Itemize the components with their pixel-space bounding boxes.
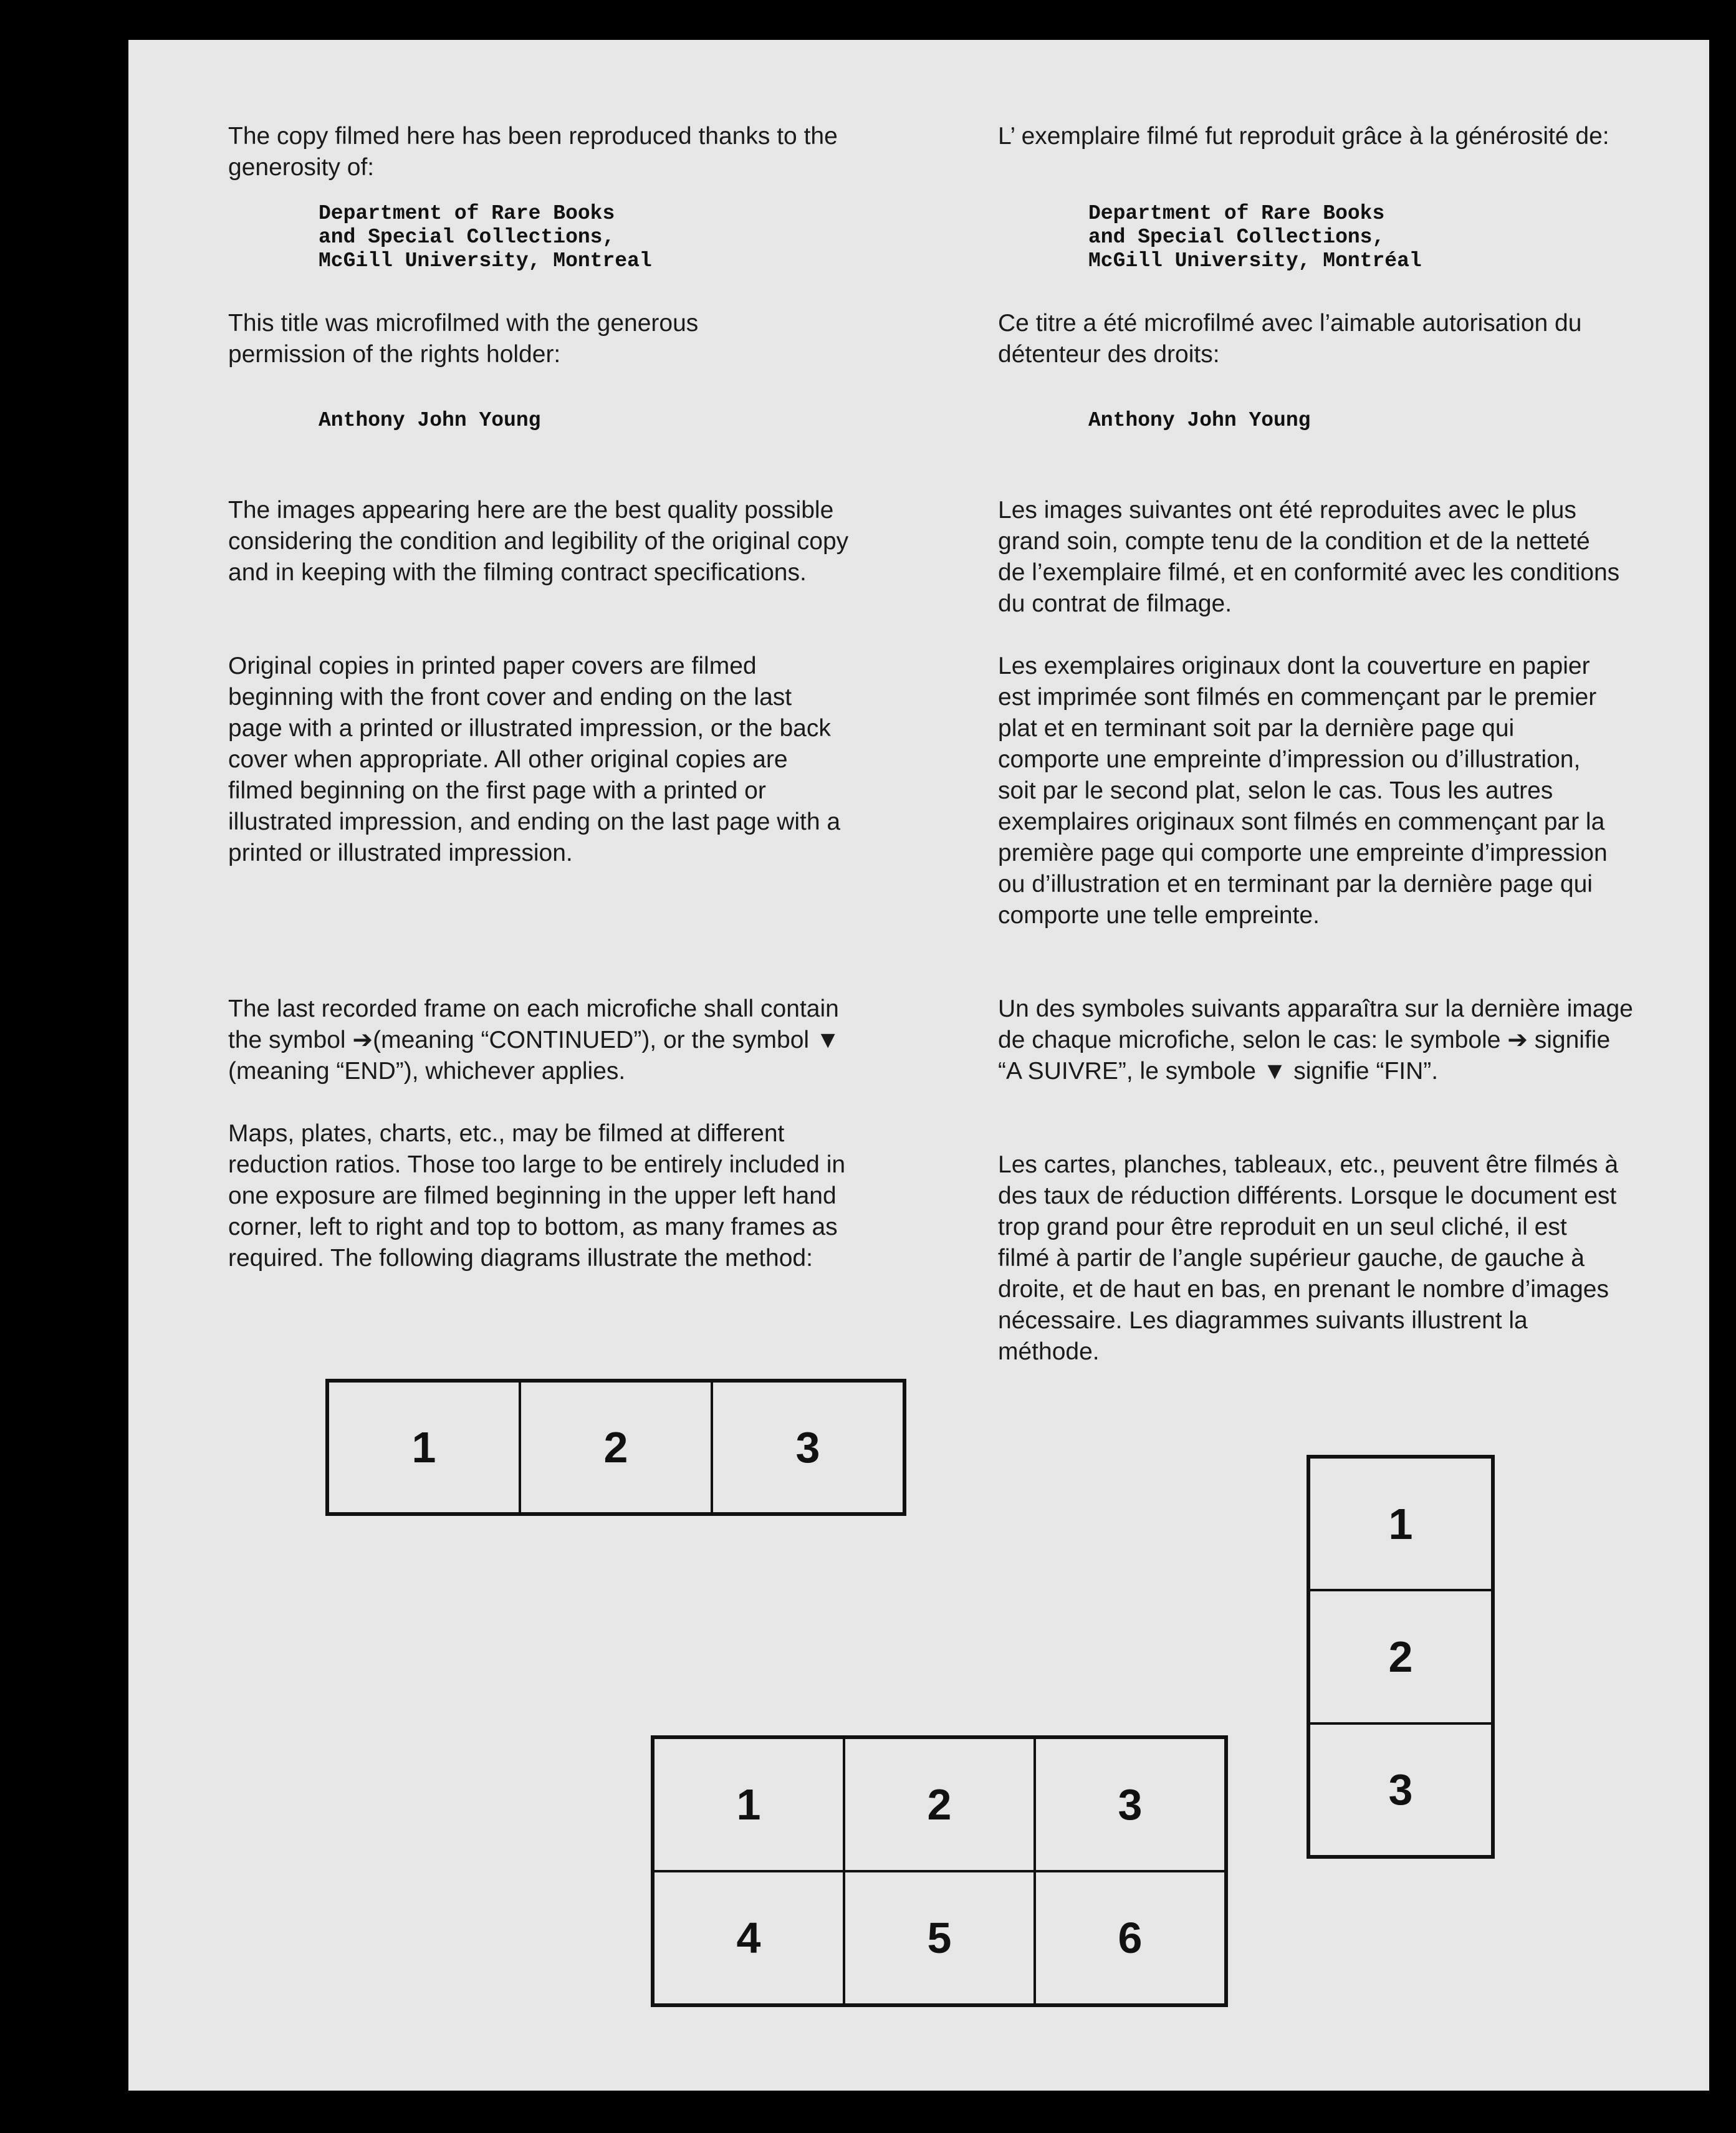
frame-cell: 3 — [1035, 1738, 1225, 1871]
frame-cell: 4 — [653, 1871, 844, 2005]
maps-text: Les cartes, planches, tableaux, etc., peuvent être filmés à des taux de réduction différents. Lorsque le document est trop grand pour être reproduit en un seul cliché, il est filmé à partir de l’angle supérieur gauche, de gauche à droite, et de haut en bas, en prenant le nombre d’images nécessaire. Les diagrammes suivants illustrent la méthode. — [998, 1151, 1619, 1365]
institution-line: Department of Rare Books — [319, 202, 615, 225]
frame-cell: 2 — [844, 1738, 1035, 1871]
institution-line: McGill University, Montréal — [1088, 249, 1422, 272]
frame-cell: 6 — [1035, 1871, 1225, 2005]
maps-text: Maps, plates, charts, etc., may be filmed at different reduction ratios. Those too large to be entirely included in one exposure are filmed beginning in the upper left hand corner, left to right and top to bottom, as many frames as required. The following diagrams illustrate the method: — [228, 1120, 846, 1272]
permission-text: This title was microfilmed with the generous permission of the rights holder: — [228, 310, 699, 368]
symbols-text: The last recorded frame on each microfiche shall contain the symbol ➔(meaning “CONTINUED”), or the symbol ▼ (meaning “END”), whichever applies. — [228, 995, 840, 1085]
quality-text: The images appearing here are the best quality possible considering the condition and legibility of the original copy and in keeping with the filming contract specifications. — [228, 497, 849, 586]
covers-text: Original copies in printed paper covers are filmed beginning with the front cover and ending on the last page with a printed or illustrated impression, or the back cover when appropriate. All other original copies are filmed beginning on the first page with a printed or illustrated impression, and ending on the last page with a printed or illustrated impression. — [228, 653, 841, 866]
rights-holder: Anthony John Young — [1088, 409, 1311, 432]
frame-cell: 1 — [1309, 1457, 1492, 1590]
right-film-border — [1709, 0, 1736, 2133]
frame-cell: 1 — [328, 1381, 520, 1513]
institution-line: and Special Collections, — [1088, 226, 1385, 249]
institution-block — [998, 202, 1422, 273]
rights-holder: Anthony John Young — [319, 409, 541, 432]
frame-cell: 2 — [1309, 1590, 1492, 1723]
microfilm-target-sheet — [128, 40, 1709, 2091]
frame-cell: 3 — [1309, 1723, 1492, 1856]
frame-cell: 2 — [520, 1381, 712, 1513]
left-film-border — [0, 0, 128, 2133]
horizontal-frame-diagram — [325, 1379, 906, 1516]
symbols-text: Un des symboles suivants apparaîtra sur la dernière image de chaque microfiche, selon le cas: le symbole ➔ signifie “A SUIVRE”, le symbole ▼ signifie “FIN”. — [998, 995, 1633, 1085]
institution-block — [228, 202, 652, 273]
vertical-frame-diagram — [1307, 1455, 1495, 1859]
frame-cell: 5 — [844, 1871, 1035, 2005]
institution-line: Department of Rare Books — [1088, 202, 1385, 225]
grid-frame-diagram — [651, 1735, 1228, 2007]
covers-text: Les exemplaires originaux dont la couverture en papier est imprimée sont filmés en commençant par le premier plat et en terminant soit par la dernière page qui comporte une empreinte d’impression ou d’illustration, soit par le second plat, selon le cas. Tous les autres exemplaires originaux sont filmés en commençant par la première page qui comporte une empreinte d’impression ou d’illustration et en terminant par la dernière page qui comporte une telle empreinte. — [998, 653, 1608, 929]
intro-text: L’ exemplaire filmé fut reproduit grâce à la générosité de: — [998, 123, 1609, 150]
quality-text: Les images suivantes ont été reproduites avec le plus grand soin, compte tenu de la condition et de la netteté de l’exemplaire filmé, et en conformité avec les conditions du contrat de filmage. — [998, 497, 1620, 617]
frame-cell: 1 — [653, 1738, 844, 1871]
institution-line: McGill University, Montreal — [319, 249, 652, 272]
frame-cell: 3 — [712, 1381, 904, 1513]
intro-text: The copy filmed here has been reproduced thanks to the generosity of: — [228, 123, 838, 181]
institution-line: and Special Collections, — [319, 226, 615, 249]
permission-text: Ce titre a été microfilmé avec l’aimable autorisation du détenteur des droits: — [998, 310, 1582, 368]
